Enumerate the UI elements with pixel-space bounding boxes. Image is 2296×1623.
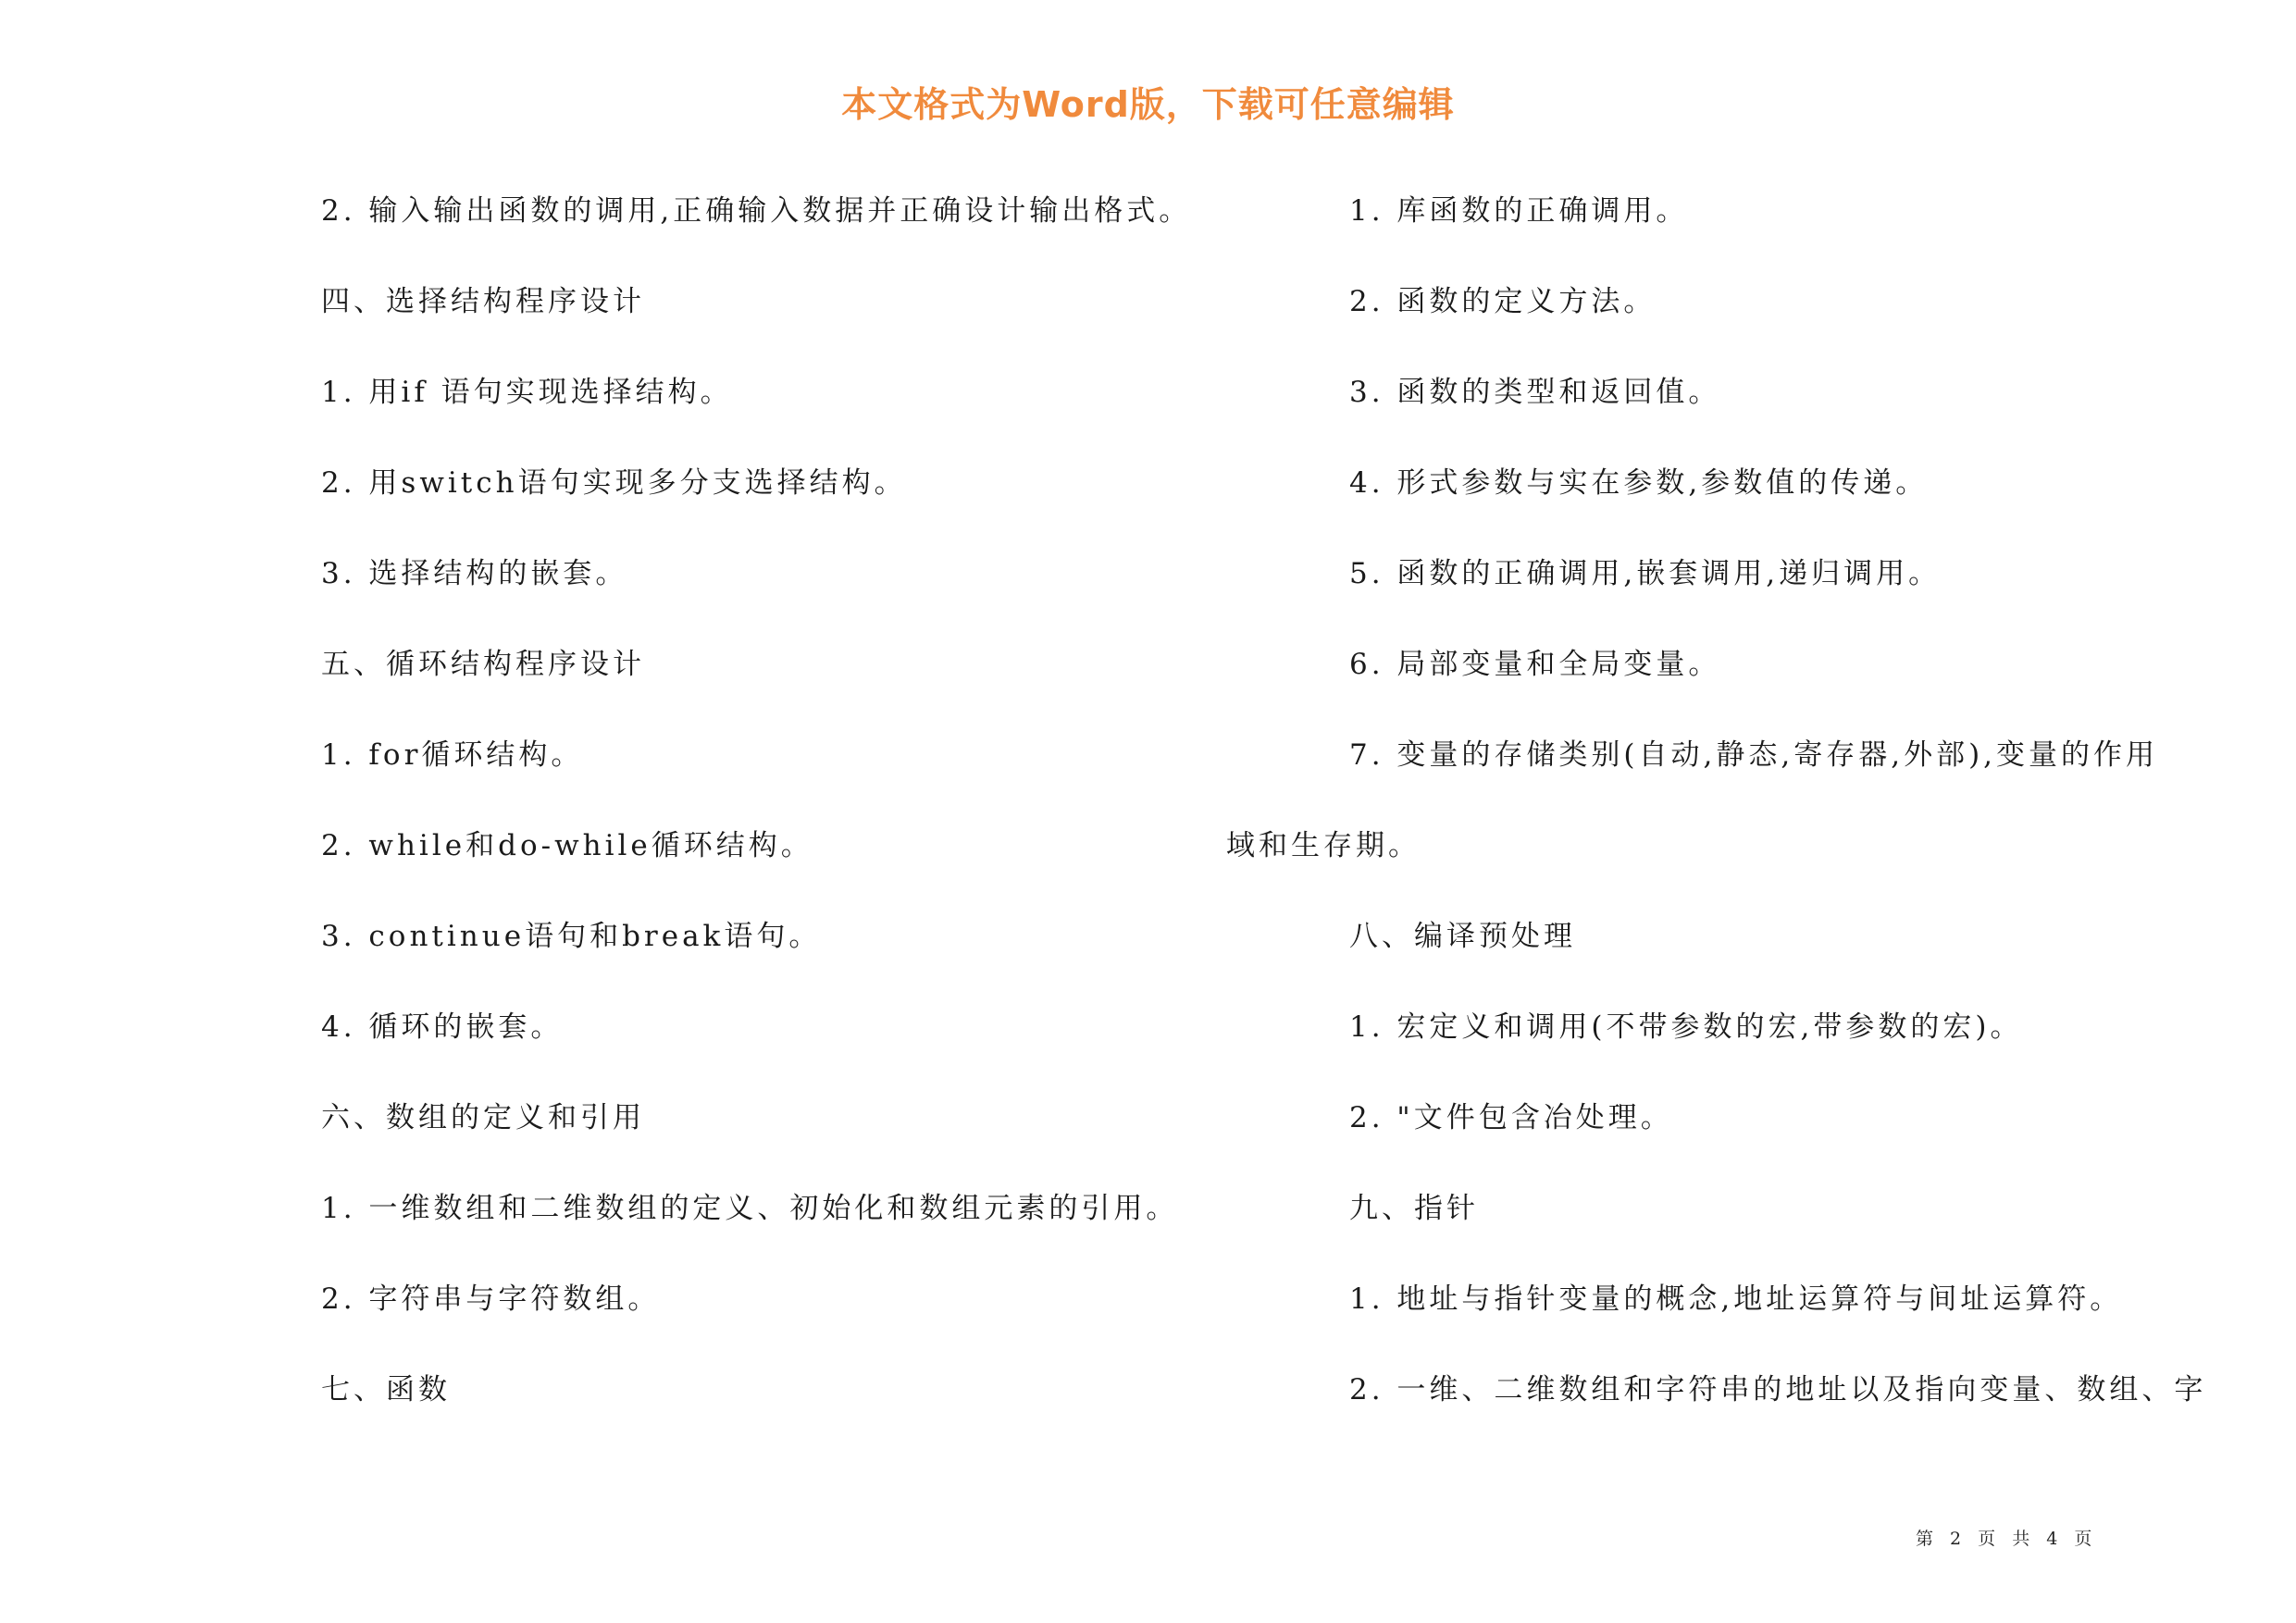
left-line-13: 2. 字符串与字符数组。 [321, 1282, 661, 1316]
left-line-3: 1. 用if 语句实现选择结构。 [321, 376, 733, 409]
right-section-heading-9: 九、指针 [1349, 1192, 1479, 1225]
right-line-13: 1. 地址与指针变量的概念,地址运算符与间址运算符。 [1349, 1282, 2123, 1316]
right-line-1: 1. 库函数的正确调用。 [1349, 194, 1689, 228]
left-line-7: 1. for循环结构。 [321, 738, 584, 772]
left-line-12: 1. 一维数组和二维数组的定义、初始化和数组元素的引用。 [321, 1192, 1179, 1225]
left-line-1: 2. 输入输出函数的调用,正确输入数据并正确设计输出格式。 [321, 194, 1192, 228]
left-line-4: 2. 用switch语句实现多分支选择结构。 [321, 466, 907, 500]
right-line-5: 5. 函数的正确调用,嵌套调用,递归调用。 [1349, 557, 1942, 590]
right-line-2: 2. 函数的定义方法。 [1349, 285, 1657, 318]
right-section-heading-8: 八、编译预处理 [1349, 920, 1576, 953]
left-section-heading-4: 四、选择结构程序设计 [321, 285, 645, 318]
right-line-6: 6. 局部变量和全局变量。 [1349, 648, 1721, 681]
left-line-5: 3. 选择结构的嵌套。 [321, 557, 628, 590]
right-line-7-continuation: 域和生存期。 [1226, 829, 1421, 862]
right-line-4: 4. 形式参数与实在参数,参数值的传递。 [1349, 466, 1929, 500]
left-section-heading-5: 五、循环结构程序设计 [321, 648, 645, 681]
left-line-9: 3. continue语句和break语句。 [321, 920, 822, 953]
right-line-3: 3. 函数的类型和返回值。 [1349, 376, 1721, 409]
left-line-8: 2. while和do-while循环结构。 [321, 829, 813, 862]
left-section-heading-7: 七、函数 [321, 1373, 451, 1406]
left-section-heading-6: 六、数组的定义和引用 [321, 1101, 645, 1134]
page-number: 第 2 页 共 4 页 [1916, 1529, 2098, 1549]
right-line-7: 7. 变量的存储类别(自动,静态,寄存器,外部),变量的作用 [1349, 738, 2159, 772]
document-banner: 本文格式为Word版，下载可任意编辑 [841, 84, 1455, 125]
left-line-10: 4. 循环的嵌套。 [321, 1010, 564, 1044]
right-line-10: 1. 宏定义和调用(不带参数的宏,带参数的宏)。 [1349, 1010, 2023, 1044]
right-line-11: 2. "文件包含冶处理。 [1349, 1101, 1673, 1134]
right-line-14: 2. 一维、二维数组和字符串的地址以及指向变量、数组、字 [1349, 1373, 2207, 1406]
